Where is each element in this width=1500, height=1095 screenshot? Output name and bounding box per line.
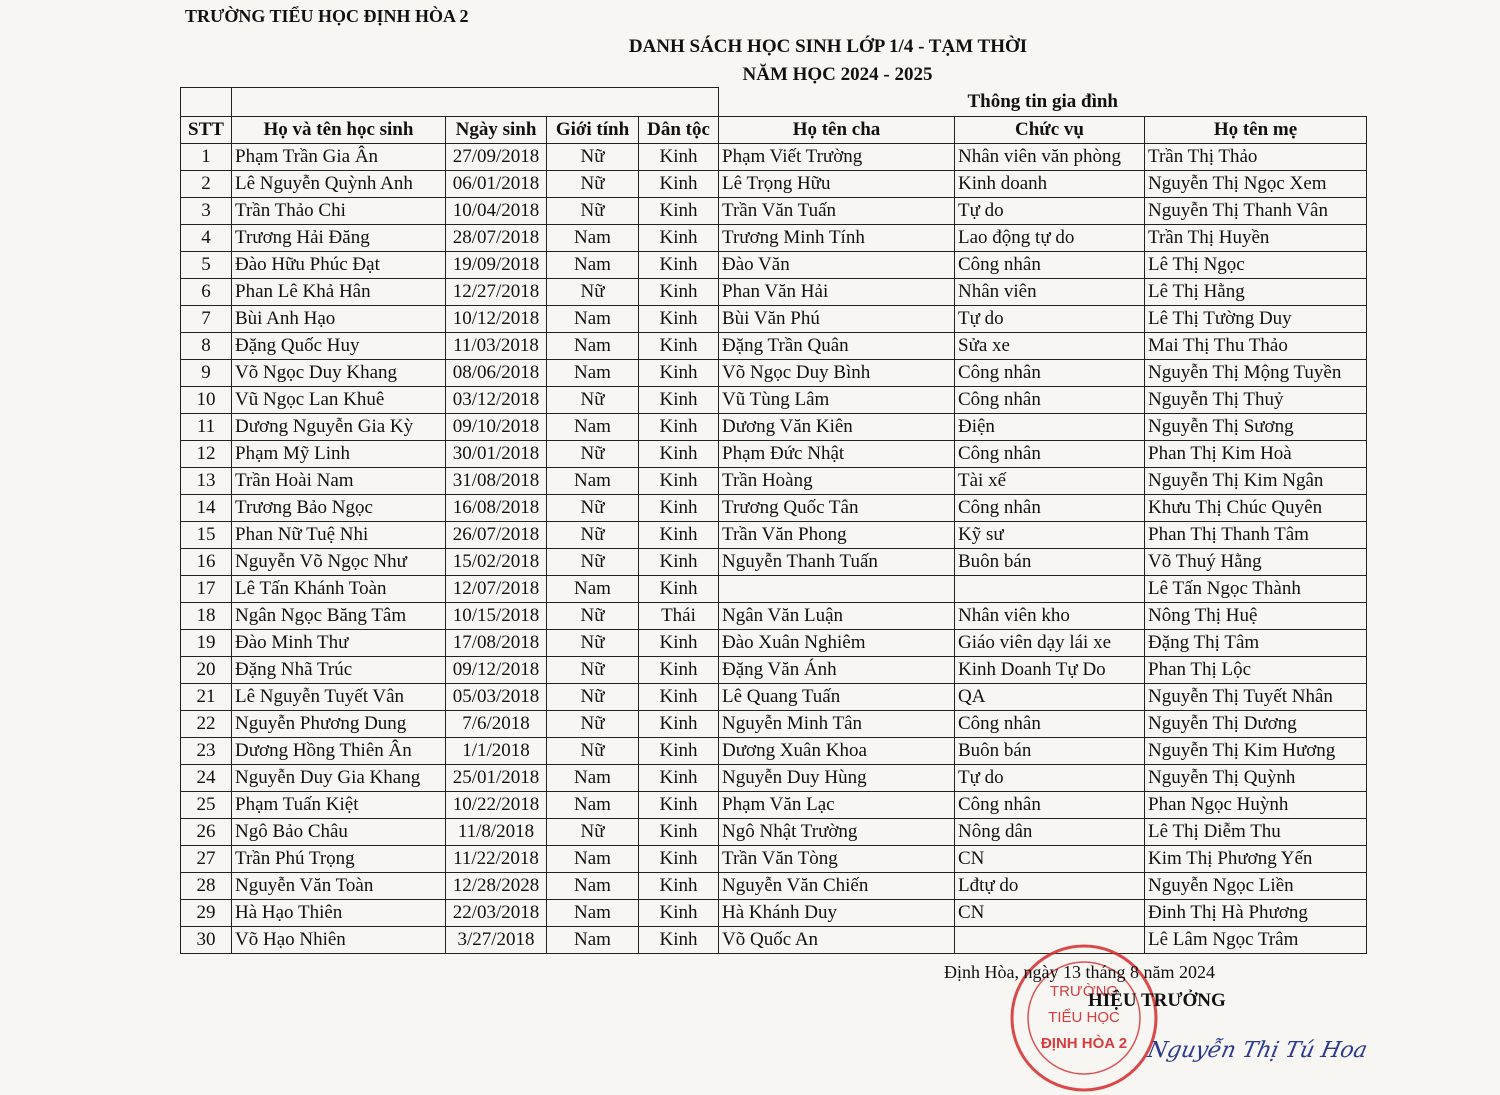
cell-birth-date: 31/08/2018 xyxy=(446,468,547,495)
table-row xyxy=(181,495,1367,522)
cell-ethnicity: Kinh xyxy=(639,306,719,333)
table-row xyxy=(181,522,1367,549)
signature-role: HIỆU TRƯỞNG xyxy=(1088,990,1226,1011)
cell-gender: Nữ xyxy=(547,171,639,198)
cell-student-name: Phan Nữ Tuệ Nhi xyxy=(232,522,446,549)
cell-student-name: Nguyễn Phương Dung xyxy=(232,711,446,738)
cell-student-name: Phan Lê Khả Hân xyxy=(232,279,446,306)
cell-occupation: Kỹ sư xyxy=(955,522,1145,549)
cell-stt: 3 xyxy=(181,198,232,225)
cell-occupation: Tự do xyxy=(955,198,1145,225)
cell-ethnicity: Kinh xyxy=(639,333,719,360)
cell-gender: Nữ xyxy=(547,279,639,306)
cell-gender: Nữ xyxy=(547,657,639,684)
cell-student-name: Võ Ngọc Duy Khang xyxy=(232,360,446,387)
cell-mother-name: Đinh Thị Hà Phương xyxy=(1145,900,1367,927)
cell-occupation: Buôn bán xyxy=(955,549,1145,576)
cell-student-name: Trần Thảo Chi xyxy=(232,198,446,225)
cell-birth-date: 15/02/2018 xyxy=(446,549,547,576)
cell-occupation: Công nhân xyxy=(955,252,1145,279)
cell-student-name: Trần Hoài Nam xyxy=(232,468,446,495)
cell-gender: Nam xyxy=(547,252,639,279)
table-row xyxy=(181,630,1367,657)
col-header-gender: Giới tính xyxy=(547,117,639,144)
cell-stt: 17 xyxy=(181,576,232,603)
cell-gender: Nữ xyxy=(547,522,639,549)
table-row xyxy=(181,414,1367,441)
stamp-line-2: TIỂU HỌC xyxy=(1048,1009,1120,1026)
cell-father-name: Dương Xuân Khoa xyxy=(719,738,955,765)
cell-father-name: Ngân Văn Luận xyxy=(719,603,955,630)
cell-gender: Nữ xyxy=(547,630,639,657)
cell-stt: 20 xyxy=(181,657,232,684)
cell-ethnicity: Kinh xyxy=(639,684,719,711)
cell-mother-name: Nguyễn Thị Sương xyxy=(1145,414,1367,441)
cell-occupation: Sửa xe xyxy=(955,333,1145,360)
cell-stt: 27 xyxy=(181,846,232,873)
cell-occupation: Nhân viên văn phòng xyxy=(955,144,1145,171)
cell-stt: 18 xyxy=(181,603,232,630)
cell-gender: Nữ xyxy=(547,738,639,765)
cell-mother-name: Kim Thị Phương Yến xyxy=(1145,846,1367,873)
cell-gender: Nữ xyxy=(547,711,639,738)
col-header-occupation: Chức vụ xyxy=(955,117,1145,144)
cell-birth-date: 10/12/2018 xyxy=(446,306,547,333)
cell-father-name: Lê Trọng Hữu xyxy=(719,171,955,198)
cell-ethnicity: Kinh xyxy=(639,495,719,522)
table-row xyxy=(181,711,1367,738)
cell-student-name: Lê Nguyễn Tuyết Vân xyxy=(232,684,446,711)
cell-birth-date: 27/09/2018 xyxy=(446,144,547,171)
cell-birth-date: 10/15/2018 xyxy=(446,603,547,630)
cell-occupation: Công nhân xyxy=(955,495,1145,522)
cell-mother-name: Lê Thị Hằng xyxy=(1145,279,1367,306)
cell-occupation: Công nhân xyxy=(955,441,1145,468)
cell-stt: 26 xyxy=(181,819,232,846)
cell-birth-date: 17/08/2018 xyxy=(446,630,547,657)
cell-father-name: Nguyễn Văn Chiến xyxy=(719,873,955,900)
cell-birth-date: 12/07/2018 xyxy=(446,576,547,603)
cell-father-name: Trần Văn Phong xyxy=(719,522,955,549)
cell-gender: Nam xyxy=(547,927,639,954)
cell-father-name: Dương Văn Kiên xyxy=(719,414,955,441)
stamp-line-3: ĐỊNH HÒA 2 xyxy=(1040,1035,1128,1052)
cell-occupation: Buôn bán xyxy=(955,738,1145,765)
col-header-birth-date: Ngày sinh xyxy=(446,117,547,144)
table-row xyxy=(181,468,1367,495)
cell-stt: 16 xyxy=(181,549,232,576)
cell-occupation: CN xyxy=(955,900,1145,927)
col-header-mother-name: Họ tên mẹ xyxy=(1145,117,1367,144)
cell-birth-date: 19/09/2018 xyxy=(446,252,547,279)
cell-birth-date: 25/01/2018 xyxy=(446,765,547,792)
table-row xyxy=(181,306,1367,333)
school-year: NĂM HỌC 2024 - 2025 xyxy=(742,64,933,85)
cell-gender: Nam xyxy=(547,576,639,603)
cell-ethnicity: Kinh xyxy=(639,765,719,792)
col-header-student-name: Họ và tên học sinh xyxy=(232,117,446,144)
cell-ethnicity: Kinh xyxy=(639,576,719,603)
table-row xyxy=(181,549,1367,576)
cell-father-name xyxy=(719,576,955,603)
cell-birth-date: 16/08/2018 xyxy=(446,495,547,522)
table-row xyxy=(181,441,1367,468)
cell-occupation: Lao động tự do xyxy=(955,225,1145,252)
cell-mother-name: Trần Thị Huyền xyxy=(1145,225,1367,252)
cell-father-name: Trần Văn Tòng xyxy=(719,846,955,873)
cell-mother-name: Lê Thị Diễm Thu xyxy=(1145,819,1367,846)
col-header-ethnicity: Dân tộc xyxy=(639,117,719,144)
cell-birth-date: 22/03/2018 xyxy=(446,900,547,927)
cell-mother-name: Nguyễn Thị Thanh Vân xyxy=(1145,198,1367,225)
cell-birth-date: 09/10/2018 xyxy=(446,414,547,441)
table-row xyxy=(181,576,1367,603)
cell-ethnicity: Kinh xyxy=(639,360,719,387)
cell-student-name: Đào Hữu Phúc Đạt xyxy=(232,252,446,279)
table-row xyxy=(181,198,1367,225)
cell-ethnicity: Kinh xyxy=(639,738,719,765)
cell-gender: Nữ xyxy=(547,144,639,171)
cell-mother-name: Lê Tấn Ngọc Thành xyxy=(1145,576,1367,603)
cell-birth-date: 1/1/2018 xyxy=(446,738,547,765)
cell-ethnicity: Kinh xyxy=(639,792,719,819)
table-row xyxy=(181,765,1367,792)
cell-gender: Nam xyxy=(547,873,639,900)
cell-student-name: Nguyễn Duy Gia Khang xyxy=(232,765,446,792)
cell-gender: Nam xyxy=(547,765,639,792)
table-row xyxy=(181,927,1367,954)
column-header-row xyxy=(181,117,1367,144)
school-name: TRƯỜNG TIỂU HỌC ĐỊNH HÒA 2 xyxy=(185,6,469,26)
cell-occupation: QA xyxy=(955,684,1145,711)
cell-occupation: Kinh Doanh Tự Do xyxy=(955,657,1145,684)
cell-stt: 22 xyxy=(181,711,232,738)
cell-mother-name: Lê Thị Ngọc xyxy=(1145,252,1367,279)
cell-birth-date: 10/04/2018 xyxy=(446,198,547,225)
cell-mother-name: Trần Thị Thảo xyxy=(1145,144,1367,171)
cell-gender: Nữ xyxy=(547,495,639,522)
cell-birth-date: 12/27/2018 xyxy=(446,279,547,306)
cell-occupation: Công nhân xyxy=(955,387,1145,414)
cell-stt: 5 xyxy=(181,252,232,279)
table-row xyxy=(181,171,1367,198)
cell-stt: 15 xyxy=(181,522,232,549)
cell-ethnicity: Kinh xyxy=(639,414,719,441)
cell-gender: Nam xyxy=(547,900,639,927)
cell-gender: Nam xyxy=(547,360,639,387)
cell-father-name: Bùi Văn Phú xyxy=(719,306,955,333)
cell-occupation: Công nhân xyxy=(955,711,1145,738)
cell-stt: 1 xyxy=(181,144,232,171)
cell-mother-name: Phan Ngọc Huỳnh xyxy=(1145,792,1367,819)
cell-father-name: Võ Ngọc Duy Bình xyxy=(719,360,955,387)
cell-student-name: Trương Hải Đăng xyxy=(232,225,446,252)
cell-mother-name: Đặng Thị Tâm xyxy=(1145,630,1367,657)
principal-signature: Nguyễn Thị Tú Hoa xyxy=(1145,1038,1370,1063)
cell-stt: 28 xyxy=(181,873,232,900)
cell-occupation: Nhân viên kho xyxy=(955,603,1145,630)
cell-ethnicity: Kinh xyxy=(639,279,719,306)
cell-stt: 9 xyxy=(181,360,232,387)
cell-ethnicity: Kinh xyxy=(639,846,719,873)
cell-mother-name: Lê Thị Tường Duy xyxy=(1145,306,1367,333)
cell-mother-name: Nguyễn Thị Dương xyxy=(1145,711,1367,738)
cell-occupation: Công nhân xyxy=(955,792,1145,819)
table-row xyxy=(181,225,1367,252)
cell-birth-date: 30/01/2018 xyxy=(446,441,547,468)
cell-student-name: Trần Phú Trọng xyxy=(232,846,446,873)
cell-stt: 29 xyxy=(181,900,232,927)
cell-gender: Nữ xyxy=(547,549,639,576)
cell-ethnicity: Kinh xyxy=(639,927,719,954)
cell-ethnicity: Kinh xyxy=(639,387,719,414)
cell-student-name: Đặng Nhã Trúc xyxy=(232,657,446,684)
cell-stt: 4 xyxy=(181,225,232,252)
cell-stt: 6 xyxy=(181,279,232,306)
cell-mother-name: Phan Thị Thanh Tâm xyxy=(1145,522,1367,549)
cell-student-name: Nguyễn Võ Ngọc Như xyxy=(232,549,446,576)
cell-mother-name: Khưu Thị Chúc Quyên xyxy=(1145,495,1367,522)
cell-birth-date: 11/8/2018 xyxy=(446,819,547,846)
cell-mother-name: Nguyễn Thị Thuỷ xyxy=(1145,387,1367,414)
cell-ethnicity: Kinh xyxy=(639,198,719,225)
cell-student-name: Phạm Trần Gia Ân xyxy=(232,144,446,171)
cell-father-name: Trần Văn Tuấn xyxy=(719,198,955,225)
signature-date: Định Hòa, ngày 13 tháng 8 năm 2024 xyxy=(944,962,1215,982)
cell-mother-name: Phan Thị Kim Hoà xyxy=(1145,441,1367,468)
cell-student-name: Lê Nguyễn Quỳnh Anh xyxy=(232,171,446,198)
cell-father-name: Đào Văn xyxy=(719,252,955,279)
cell-mother-name: Nguyễn Thị Ngọc Xem xyxy=(1145,171,1367,198)
cell-gender: Nam xyxy=(547,306,639,333)
cell-mother-name: Nguyễn Ngọc Liền xyxy=(1145,873,1367,900)
cell-birth-date: 12/28/2028 xyxy=(446,873,547,900)
group-header-row xyxy=(181,88,1367,117)
cell-birth-date: 11/03/2018 xyxy=(446,333,547,360)
cell-birth-date: 28/07/2018 xyxy=(446,225,547,252)
cell-ethnicity: Kinh xyxy=(639,225,719,252)
col-header-stt: STT xyxy=(181,117,232,144)
table-row xyxy=(181,333,1367,360)
cell-occupation xyxy=(955,576,1145,603)
cell-stt: 13 xyxy=(181,468,232,495)
cell-father-name: Vũ Tùng Lâm xyxy=(719,387,955,414)
stamp-line-1: TRƯỜNG xyxy=(1049,983,1119,1000)
table-row xyxy=(181,144,1367,171)
cell-occupation: Giáo viên dạy lái xe xyxy=(955,630,1145,657)
cell-birth-date: 3/27/2018 xyxy=(446,927,547,954)
cell-student-name: Võ Hạo Nhiên xyxy=(232,927,446,954)
cell-student-name: Dương Hồng Thiên Ân xyxy=(232,738,446,765)
cell-student-name: Bùi Anh Hạo xyxy=(232,306,446,333)
cell-ethnicity: Kinh xyxy=(639,711,719,738)
table-row xyxy=(181,846,1367,873)
cell-mother-name: Mai Thị Thu Thảo xyxy=(1145,333,1367,360)
cell-ethnicity: Kinh xyxy=(639,522,719,549)
cell-stt: 23 xyxy=(181,738,232,765)
cell-mother-name: Nguyễn Thị Tuyết Nhân xyxy=(1145,684,1367,711)
cell-birth-date: 10/22/2018 xyxy=(446,792,547,819)
cell-mother-name: Nguyễn Thị Mộng Tuyền xyxy=(1145,360,1367,387)
cell-occupation: Điện xyxy=(955,414,1145,441)
cell-birth-date: 08/06/2018 xyxy=(446,360,547,387)
cell-ethnicity: Kinh xyxy=(639,144,719,171)
cell-ethnicity: Kinh xyxy=(639,657,719,684)
cell-student-name: Phạm Mỹ Linh xyxy=(232,441,446,468)
cell-father-name: Trương Quốc Tân xyxy=(719,495,955,522)
cell-student-name: Lê Tấn Khánh Toàn xyxy=(232,576,446,603)
table-row xyxy=(181,684,1367,711)
table-row xyxy=(181,792,1367,819)
header-blank xyxy=(181,88,232,117)
table-row xyxy=(181,900,1367,927)
cell-gender: Nam xyxy=(547,846,639,873)
col-header-father-name: Họ tên cha xyxy=(719,117,955,144)
cell-mother-name: Nguyễn Thị Kim Hương xyxy=(1145,738,1367,765)
cell-father-name: Nguyễn Thanh Tuấn xyxy=(719,549,955,576)
cell-father-name: Đặng Văn Ánh xyxy=(719,657,955,684)
cell-father-name: Nguyễn Minh Tân xyxy=(719,711,955,738)
cell-occupation: Nhân viên xyxy=(955,279,1145,306)
cell-student-name: Phạm Tuấn Kiệt xyxy=(232,792,446,819)
cell-gender: Nam xyxy=(547,792,639,819)
cell-occupation: Nông dân xyxy=(955,819,1145,846)
cell-gender: Nam xyxy=(547,333,639,360)
cell-mother-name: Nguyễn Thị Kim Ngân xyxy=(1145,468,1367,495)
cell-birth-date: 03/12/2018 xyxy=(446,387,547,414)
cell-gender: Nam xyxy=(547,468,639,495)
cell-ethnicity: Thái xyxy=(639,603,719,630)
cell-stt: 12 xyxy=(181,441,232,468)
cell-stt: 30 xyxy=(181,927,232,954)
cell-occupation: CN xyxy=(955,846,1145,873)
cell-mother-name: Lê Lâm Ngọc Trâm xyxy=(1145,927,1367,954)
cell-occupation: Tài xế xyxy=(955,468,1145,495)
cell-birth-date: 06/01/2018 xyxy=(446,171,547,198)
cell-ethnicity: Kinh xyxy=(639,819,719,846)
cell-birth-date: 05/03/2018 xyxy=(446,684,547,711)
cell-student-name: Ngô Bảo Châu xyxy=(232,819,446,846)
cell-student-name: Trương Bảo Ngọc xyxy=(232,495,446,522)
cell-ethnicity: Kinh xyxy=(639,873,719,900)
cell-student-name: Nguyễn Văn Toàn xyxy=(232,873,446,900)
table-row xyxy=(181,279,1367,306)
cell-ethnicity: Kinh xyxy=(639,171,719,198)
cell-stt: 24 xyxy=(181,765,232,792)
cell-gender: Nam xyxy=(547,225,639,252)
cell-father-name: Trương Minh Tính xyxy=(719,225,955,252)
cell-stt: 14 xyxy=(181,495,232,522)
cell-occupation: Tự do xyxy=(955,765,1145,792)
cell-ethnicity: Kinh xyxy=(639,441,719,468)
cell-father-name: Võ Quốc An xyxy=(719,927,955,954)
cell-birth-date: 09/12/2018 xyxy=(446,657,547,684)
cell-birth-date: 11/22/2018 xyxy=(446,846,547,873)
cell-mother-name: Phan Thị Lộc xyxy=(1145,657,1367,684)
cell-stt: 25 xyxy=(181,792,232,819)
cell-stt: 2 xyxy=(181,171,232,198)
cell-father-name: Phạm Viết Trường xyxy=(719,144,955,171)
cell-student-name: Đặng Quốc Huy xyxy=(232,333,446,360)
table-row xyxy=(181,657,1367,684)
cell-occupation: Công nhân xyxy=(955,360,1145,387)
cell-student-name: Vũ Ngọc Lan Khuê xyxy=(232,387,446,414)
cell-father-name: Đào Xuân Nghiêm xyxy=(719,630,955,657)
cell-ethnicity: Kinh xyxy=(639,252,719,279)
cell-mother-name: Nguyễn Thị Quỳnh xyxy=(1145,765,1367,792)
cell-gender: Nữ xyxy=(547,684,639,711)
cell-student-name: Dương Nguyễn Gia Kỳ xyxy=(232,414,446,441)
cell-stt: 8 xyxy=(181,333,232,360)
cell-gender: Nữ xyxy=(547,198,639,225)
cell-occupation: Kinh doanh xyxy=(955,171,1145,198)
cell-father-name: Ngô Nhật Trường xyxy=(719,819,955,846)
student-roster-table xyxy=(180,87,1367,954)
cell-father-name: Phạm Đức Nhật xyxy=(719,441,955,468)
cell-occupation: Lđtự do xyxy=(955,873,1145,900)
table-row xyxy=(181,738,1367,765)
cell-ethnicity: Kinh xyxy=(639,468,719,495)
cell-ethnicity: Kinh xyxy=(639,630,719,657)
family-info-header: Thông tin gia đình xyxy=(719,88,1367,117)
roster-body xyxy=(181,144,1367,954)
cell-mother-name: Nông Thị Huệ xyxy=(1145,603,1367,630)
cell-stt: 11 xyxy=(181,414,232,441)
cell-gender: Nữ xyxy=(547,441,639,468)
table-row xyxy=(181,387,1367,414)
cell-occupation: Tự do xyxy=(955,306,1145,333)
cell-stt: 7 xyxy=(181,306,232,333)
cell-father-name: Phạm Văn Lạc xyxy=(719,792,955,819)
cell-gender: Nam xyxy=(547,414,639,441)
cell-birth-date: 7/6/2018 xyxy=(446,711,547,738)
cell-father-name: Nguyễn Duy Hùng xyxy=(719,765,955,792)
table-row xyxy=(181,819,1367,846)
cell-student-name: Hà Hạo Thiên xyxy=(232,900,446,927)
table-row xyxy=(181,873,1367,900)
cell-gender: Nữ xyxy=(547,603,639,630)
cell-ethnicity: Kinh xyxy=(639,900,719,927)
cell-gender: Nữ xyxy=(547,819,639,846)
cell-mother-name: Võ Thuý Hằng xyxy=(1145,549,1367,576)
cell-father-name: Đặng Trần Quân xyxy=(719,333,955,360)
cell-stt: 21 xyxy=(181,684,232,711)
cell-father-name: Trần Hoàng xyxy=(719,468,955,495)
cell-father-name: Hà Khánh Duy xyxy=(719,900,955,927)
cell-father-name: Phan Văn Hải xyxy=(719,279,955,306)
cell-stt: 19 xyxy=(181,630,232,657)
cell-student-name: Đào Minh Thư xyxy=(232,630,446,657)
table-row xyxy=(181,360,1367,387)
header-blank-student xyxy=(232,88,719,117)
cell-birth-date: 26/07/2018 xyxy=(446,522,547,549)
table-row xyxy=(181,252,1367,279)
table-row xyxy=(181,603,1367,630)
document-title: DANH SÁCH HỌC SINH LỚP 1/4 - TẠM THỜI xyxy=(628,36,1028,57)
cell-student-name: Ngân Ngọc Băng Tâm xyxy=(232,603,446,630)
cell-gender: Nữ xyxy=(547,387,639,414)
cell-ethnicity: Kinh xyxy=(639,549,719,576)
cell-stt: 10 xyxy=(181,387,232,414)
cell-father-name: Lê Quang Tuấn xyxy=(719,684,955,711)
